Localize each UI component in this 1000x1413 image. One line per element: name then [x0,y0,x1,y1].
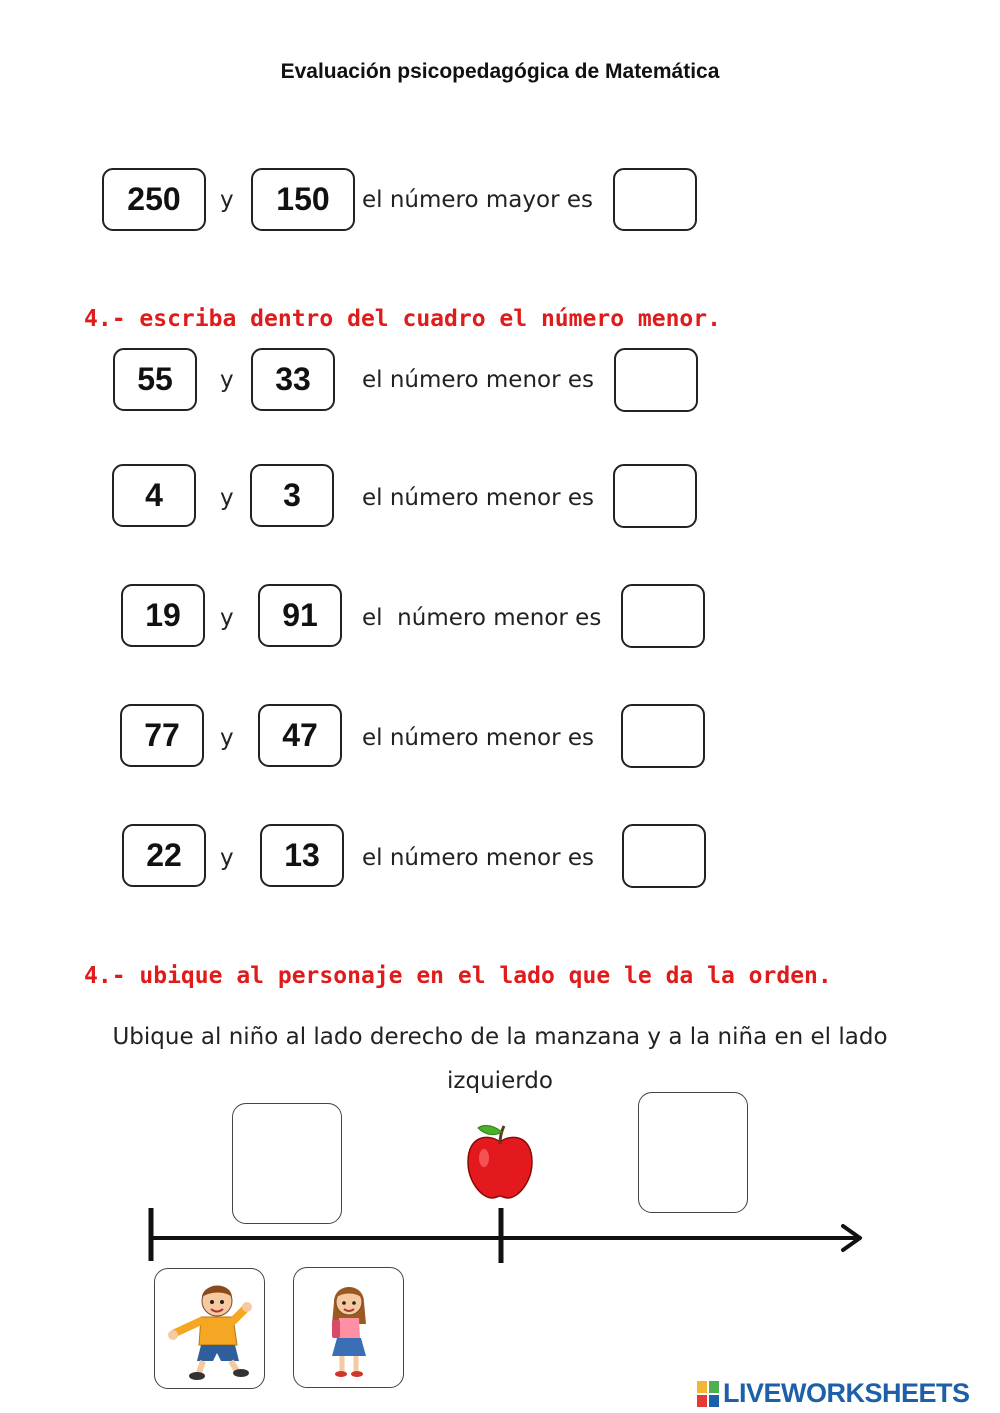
number-box-a: 4 [112,464,196,527]
number-box-b: 91 [258,584,342,647]
answer-box[interactable] [621,704,705,768]
conjunction: y [220,485,234,511]
answer-box[interactable] [614,348,698,412]
character-card-boy[interactable] [154,1268,265,1389]
conjunction: y [220,367,234,393]
answer-box[interactable] [613,464,697,528]
liveworksheets-logo-icon [697,1381,719,1407]
number-box-b: 33 [251,348,335,411]
boy-icon [155,1269,263,1387]
question-label: el número menor es [362,605,602,631]
number-box-a: 250 [102,168,206,231]
answer-box[interactable] [613,168,697,231]
character-card-girl[interactable] [293,1267,404,1388]
question-label: el número menor es [362,725,594,751]
number-box-a: 22 [122,824,206,887]
number-box-b: 47 [258,704,342,767]
page-title: Evaluación psicopedagógica de Matemática [280,60,720,83]
instruction-line-2: izquierdo [447,1068,553,1094]
number-box-b: 3 [250,464,334,527]
apple-icon [460,1120,540,1202]
conjunction: y [220,187,234,213]
conjunction: y [220,845,234,871]
number-box-a: 19 [121,584,205,647]
number-box-b: 13 [260,824,344,887]
answer-box[interactable] [621,584,705,648]
question-label: el número menor es [362,845,594,871]
instruction-line-1: Ubique al niño al lado derecho de la manzana y a la niña en el lado [112,1024,888,1050]
answer-box[interactable] [622,824,706,888]
number-box-b: 150 [251,168,355,231]
question-label: el número mayor es [362,187,593,213]
number-box-a: 77 [120,704,204,767]
number-line [0,1195,1000,1275]
question-label: el número menor es [362,367,594,393]
conjunction: y [220,725,234,751]
section-heading-ubique: 4.- ubique al personaje en el lado que le da la orden. [84,963,832,989]
brand-watermark [697,1378,970,1409]
conjunction: y [220,605,234,631]
section-heading-menor: 4.- escriba dentro del cuadro el número menor. [84,306,721,332]
brand-name: LIVEWORKSHEETS [723,1378,970,1408]
question-label: el número menor es [362,485,594,511]
number-box-a: 55 [113,348,197,411]
girl-icon [294,1268,402,1386]
